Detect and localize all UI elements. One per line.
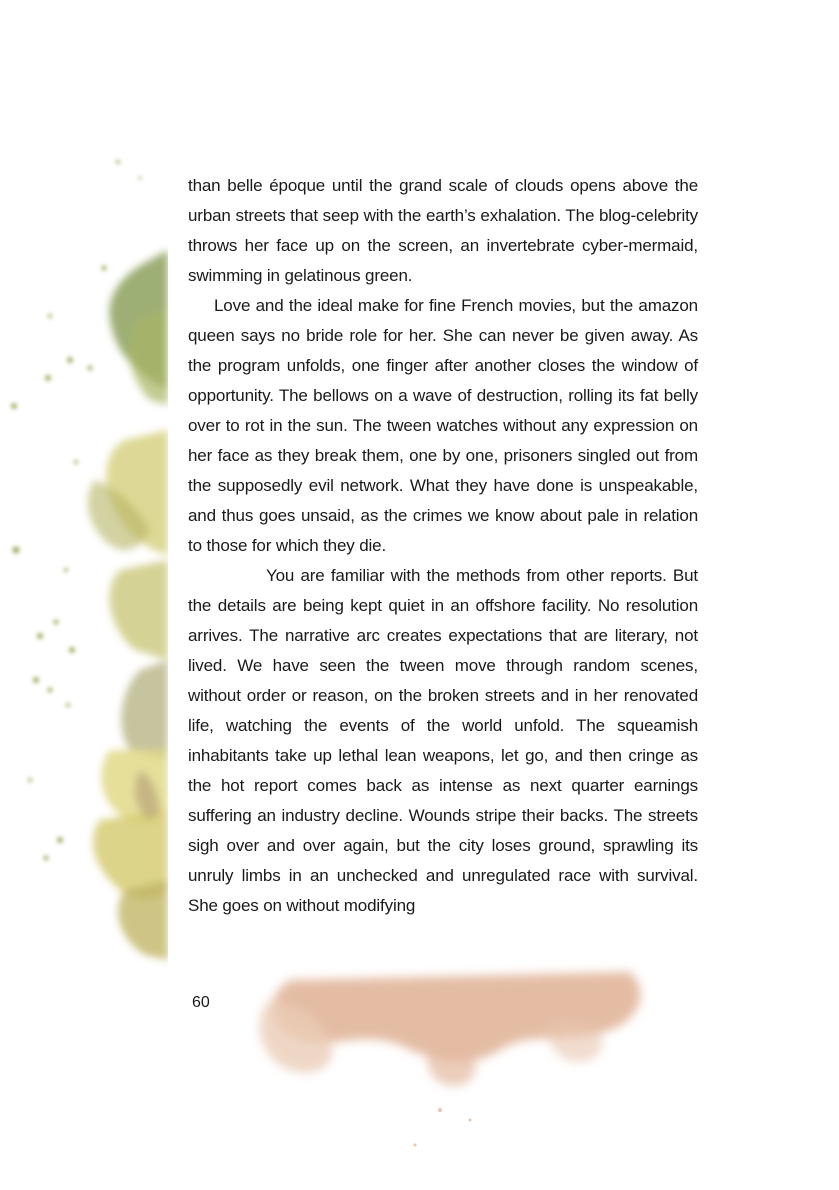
page-number: 60 xyxy=(192,994,210,1011)
watercolor-wash-left xyxy=(0,150,168,980)
body-text xyxy=(188,171,698,921)
paragraph: You are familiar with the methods from other reports. But the details are being kept quiet in an offshore facility. No resolution arrives. The narrative arc creates expectations that are literary, not lived. We have seen the tween move through random scenes, without order or reason, on the broken streets and in her renovated life, watching the events of the world unfold. The squeamish inhabitants take up lethal lean weapons, let go, and then cringe as the hot report comes back as intense as next quarter earnings suffering an industry decline. Wounds stripe their backs. The streets sigh over and over again, but the city loses ground, sprawling its unruly limbs in an unchecked and unregulated race with survival. She goes on without modifying xyxy=(188,566,698,915)
watercolor-wash-bottom xyxy=(230,960,700,1160)
paragraph: Love and the ideal make for fine French movies, but the amazon queen says no bride role for her. She can never be given away. As the program unfolds, one finger after another closes the window of opportunity. The bellows on a wave of destruction, rolling its fat belly over to rot in the sun. The tween watches without any expression on her face as they break them, one by one, prisoners singled out from the supposedly evil network. What they have done is unspeakable, and thus goes unsaid, as the crimes we know about pale in relation to those for which they die. xyxy=(188,296,698,555)
paragraph: than belle époque until the grand scale of clouds opens above the urban streets that seep with the earth’s exhalation. The blog-celebrity throws her face up on the screen, an invertebrate cyber-mermaid, swimming in gelatinous green. xyxy=(188,176,698,285)
